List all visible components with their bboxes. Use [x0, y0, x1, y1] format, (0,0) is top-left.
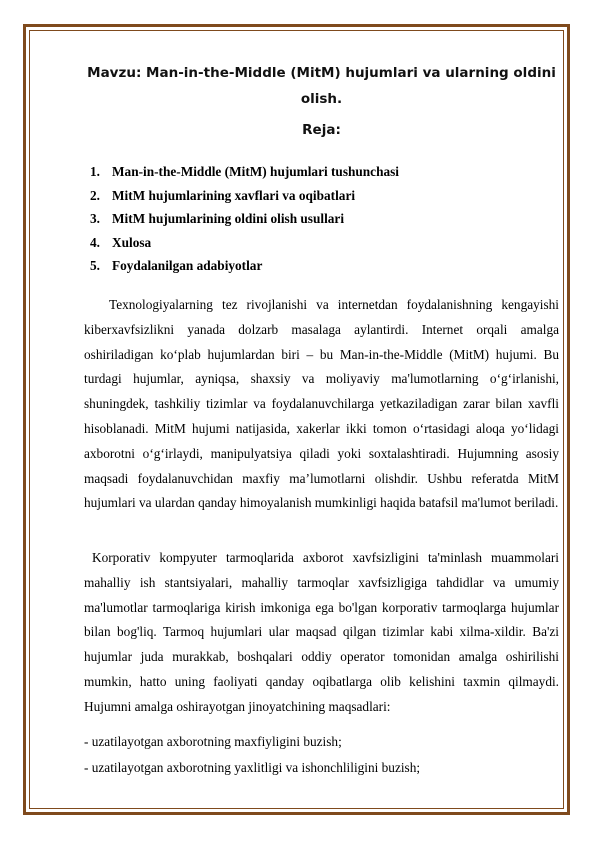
- document-title: Mavzu: Man-in-the-Middle (MitM) hujumlari va ularning oldini olish.: [87, 65, 556, 107]
- plan-item: 4. Xulosa: [90, 234, 152, 250]
- body-paragraph: Korporativ kompyuter tarmoqlarida axborot xavfsizligini ta'minlash muammolari mahalliy ish stantsiyalari, mahalliy tarmoqlar xavfsizligiga tahdidlar va umumiy ma'lumotlar tarmoqlariga kirish imkoniga ega bo'lgan korporativ tarmoqlarga hujumlar bilan bog'liq. Tarmoq hujumlari ular maqsad qilgan tizimlar kabi xilma-xildir. Ba'zi hujumlar juda murakkab, boshqalari oddiy operator tomonidan amalga oshirilishi mumkin, hatto uning faoliyati qanday oqibatlarga olib kelishini taxmin qilmaydi. Hujumni amalga oshirayotgan jinoyatchining maqsadlari:: [84, 550, 559, 714]
- bullet-line: - uzatilayotgan axborotning yaxlitligi va ishonchliligini buzish;: [84, 760, 421, 775]
- bullet-line: - uzatilayotgan axborotning maxfiyligini buzish;: [84, 734, 342, 749]
- plan-item: 2. MitM hujumlarining xavflari va oqibatlari: [90, 187, 356, 203]
- plan-item: 5. Foydalanilgan adabiyotlar: [90, 258, 263, 273]
- intro-paragraph: Texnologiyalarning tez rivojlanishi va internetdan foydalanishning kengayishi kiberxavfsizlikni yanada dolzarb masalaga aylantirdi. Internet orqali amalga oshiriladigan ko‘plab hujumlardan biri – bu Man-in-the-Middle (MitM) hujumi. Bu turdagi hujumlar, ayniqsa, shaxsiy va moliyaviy ma'lumotlarning o‘g‘irlanishi, shuningdek, tashkiliy tizimlar va foydalanuvchilarga yetkaziladigan zarar bilan xavfli hisoblanadi. MitM hujumi natijasida, xakerlar ikki tomon o‘rtasidagi aloqa yo‘lidagi axborotni o‘g‘irlaydi, manipulyatsiya qiladi yoki soxtalashtiradi. Hujumning asosiy maqsadi foydalanuvchidan maxfiy ma’lumotlarni olishdir. Ushbu referatda MitM hujumlari va ulardan qanday himoyalanish mumkinligi haqida batafsil ma'lumot beriladi.: [84, 297, 559, 511]
- plan-heading: Reja:: [302, 122, 341, 138]
- plan-list: [90, 162, 399, 280]
- plan-item: 3. MitM hujumlarining oldini olish usullari: [90, 211, 345, 226]
- plan-item: 1. Man-in-the-Middle (MitM) hujumlari tushunchasi: [90, 164, 399, 179]
